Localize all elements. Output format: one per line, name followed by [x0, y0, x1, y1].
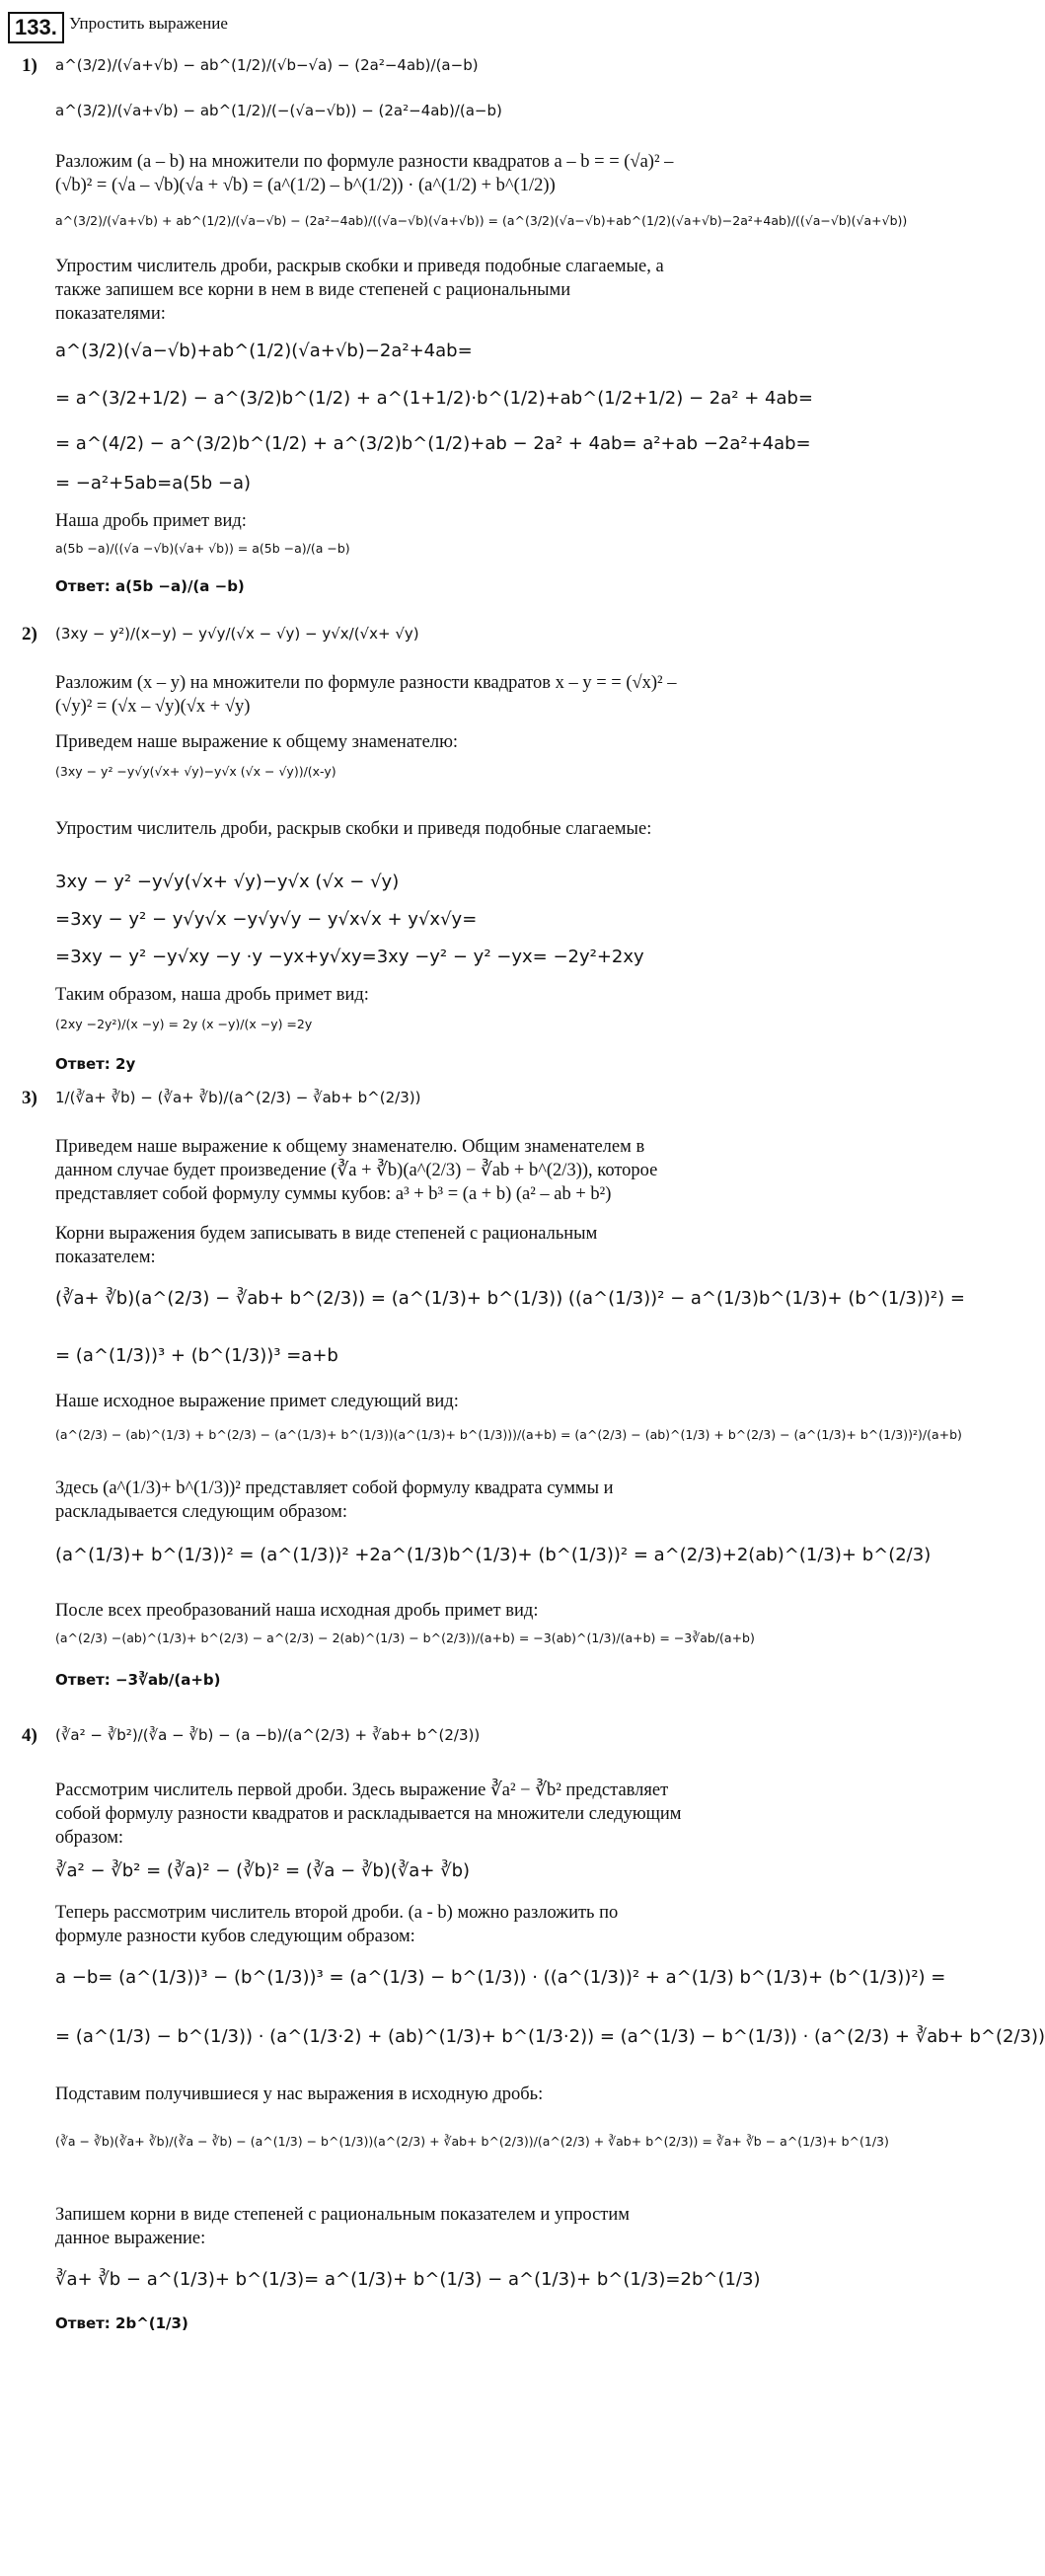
- math-expression: =3xy − y² −y√xy −y ·y −yx+y√xy=3xy −y² − y² −yx= −2y²+2xy: [55, 947, 644, 967]
- math-expression: a(5b −a)/((√a −√b)(√a+ √b)) = a(5b −a)/(a −b): [55, 541, 350, 556]
- math-expression: 3xy − y² −y√y(√x+ √y)−y√x (√x − √y): [55, 871, 400, 892]
- math-expression: a −b= (a^(1/3))³ − (b^(1/3))³ = (a^(1/3) − b^(1/3)) · ((a^(1/3))² + a^(1/3) b^(1/3)+ (b^(1/3))²) =: [55, 1967, 946, 1988]
- answer-line: Ответ: 2y: [55, 1055, 136, 1073]
- explanation-text: Приведем наше выражение к общему знаменателю. Общим знаменателем в данном случае будет произведение (∛a + ∛b)(a^(2/3) − ∛ab + b^(2/3)), которое представляет собой формулу суммы кубов: a³ + b³ = (a + b) (a² – ab + b²): [55, 1137, 658, 1204]
- math-expression: (∛a+ ∛b)(a^(2/3) − ∛ab+ b^(2/3)) = (a^(1/3)+ b^(1/3)) ((a^(1/3))² − a^(1/3)b^(1/3)+ (b^(1/3))²) =: [55, 1288, 965, 1309]
- math-expression: ∛a+ ∛b − a^(1/3)+ b^(1/3)= a^(1/3)+ b^(1/3) − a^(1/3)+ b^(1/3)=2b^(1/3): [55, 2269, 761, 2290]
- explanation-text: Здесь (a^(1/3)+ b^(1/3))² представляет собой формулу квадрата суммы и раскладывается следующим образом:: [55, 1478, 614, 1522]
- problem-title: Упростить выражение: [69, 14, 228, 33]
- explanation-text: Разложим (x – y) на множители по формуле разности квадратов x – y = = (√x)² – (√y)² = (√x – √y)(√x + √y): [55, 673, 677, 717]
- math-expression: = −a²+5ab=a(5b −a): [55, 473, 251, 493]
- math-expression: (a^(2/3) − (ab)^(1/3) + b^(2/3) − (a^(1/3)+ b^(1/3))(a^(1/3)+ b^(1/3)))/(a+b) = (a^(2/3) − (ab)^(1/3) + b^(2/3) − (a^(1/3)+ b^(1/3))²)/(a+b): [55, 1427, 962, 1442]
- math-expression: (∛a − ∛b)(∛a+ ∛b)/(∛a − ∛b) − (a^(1/3) − b^(1/3))(a^(2/3) + ∛ab+ b^(2/3))/(a^(2/3) + ∛ab+ b^(2/3)) = ∛a+ ∛b − a^(1/3)+ b^(1/3): [55, 2134, 889, 2149]
- math-expression: a^(3/2)/(√a+√b) + ab^(1/2)/(√a−√b) − (2a²−4ab)/((√a−√b)(√a+√b)) = (a^(3/2)(√a−√b)+ab^(1/2)(√a+√b)−2a²+4ab)/((√a−√b)(√a+√b)): [55, 213, 908, 228]
- math-expression: ∛a² − ∛b² = (∛a)² − (∛b)² = (∛a − ∛b)(∛a+ ∛b): [55, 1860, 471, 1881]
- explanation-text: Рассмотрим числитель первой дроби. Здесь выражение ∛a² − ∛b² представляет собой формулу разности квадратов и раскладывается на множители следующим образом:: [55, 1780, 682, 1848]
- explanation-text: Приведем наше выражение к общему знаменателю:: [55, 732, 459, 752]
- explanation-text: Упростим числитель дроби, раскрыв скобки и приведя подобные слагаемые:: [55, 819, 652, 839]
- problem-number: 133.: [8, 12, 64, 43]
- math-expression: a^(3/2)(√a−√b)+ab^(1/2)(√a+√b)−2a²+4ab=: [55, 341, 473, 361]
- part-label: 2): [22, 624, 37, 644]
- explanation-text: Корни выражения будем записывать в виде степеней с рациональным показателем:: [55, 1224, 598, 1267]
- math-expression: = a^(4/2) − a^(3/2)b^(1/2) + a^(3/2)b^(1/2)+ab − 2a² + 4ab= a²+ab −2a²+4ab=: [55, 433, 811, 454]
- part-label: 1): [22, 55, 37, 76]
- part-label: 3): [22, 1088, 37, 1108]
- math-expression: a^(3/2)/(√a+√b) − ab^(1/2)/(√b−√a) − (2a²−4ab)/(a−b): [55, 56, 479, 74]
- math-expression: (∛a² − ∛b²)/(∛a − ∛b) − (a −b)/(a^(2/3) + ∛ab+ b^(2/3)): [55, 1726, 481, 1744]
- math-expression: (a^(1/3)+ b^(1/3))² = (a^(1/3))² +2a^(1/3)b^(1/3)+ (b^(1/3))² = a^(2/3)+2(ab)^(1/3)+ b^(2/3): [55, 1545, 932, 1565]
- answer-line: Ответ: a(5b −a)/(a −b): [55, 577, 245, 595]
- explanation-text: Упростим числитель дроби, раскрыв скобки и приведя подобные слагаемые, а также запишем все корни в нем в виде степеней с рациональными показателями:: [55, 257, 664, 324]
- math-expression: (3xy − y² −y√y(√x+ √y)−y√x (√x − √y))/(x-y): [55, 764, 336, 779]
- explanation-text: Разложим (a – b) на множители по формуле разности квадратов a – b = = (√a)² – (√b)² = (√a – √b)(√a + √b) = (a^(1/2) – b^(1/2)) · (a^(1/2) + b^(1/2)): [55, 152, 674, 195]
- math-expression: (2xy −2y²)/(x −y) = 2y (x −y)/(x −y) =2y: [55, 1017, 313, 1031]
- math-expression: (a^(2/3) −(ab)^(1/3)+ b^(2/3) − a^(2/3) − 2(ab)^(1/3) − b^(2/3))/(a+b) = −3(ab)^(1/3)/(a+b) = −3∛ab/(a+b): [55, 1630, 755, 1645]
- part-label: 4): [22, 1725, 37, 1746]
- math-expression: (3xy − y²)/(x−y) − y√y/(√x − √y) − y√x/(√x+ √y): [55, 625, 419, 643]
- explanation-text: После всех преобразований наша исходная дробь примет вид:: [55, 1601, 539, 1621]
- math-expression: = (a^(1/3) − b^(1/3)) · (a^(1/3·2) + (ab)^(1/3)+ b^(1/3·2)) = (a^(1/3) − b^(1/3)) · (a^(2/3) + ∛ab+ b^(2/3)): [55, 2026, 1045, 2047]
- math-expression: 1/(∛a+ ∛b) − (∛a+ ∛b)/(a^(2/3) − ∛ab+ b^(2/3)): [55, 1089, 421, 1106]
- math-expression: =3xy − y² − y√y√x −y√y√y − y√x√x + y√x√y=: [55, 909, 478, 930]
- math-expression: = a^(3/2+1/2) − a^(3/2)b^(1/2) + a^(1+1/2)·b^(1/2)+ab^(1/2+1/2) − 2a² + 4ab=: [55, 388, 814, 409]
- math-expression: a^(3/2)/(√a+√b) − ab^(1/2)/(−(√a−√b)) − (2a²−4ab)/(a−b): [55, 102, 502, 119]
- explanation-text: Наше исходное выражение примет следующий вид:: [55, 1392, 459, 1411]
- explanation-text: Теперь рассмотрим числитель второй дроби. (a - b) можно разложить по формуле разности кубов следующим образом:: [55, 1903, 619, 1946]
- answer-line: Ответ: −3∛ab/(a+b): [55, 1671, 221, 1689]
- explanation-text: Подставим получившиеся у нас выражения в исходную дробь:: [55, 2084, 544, 2104]
- explanation-text: Запишем корни в виде степеней с рациональным показателем и упростим данное выражение:: [55, 2205, 630, 2248]
- answer-line: Ответ: 2b^(1/3): [55, 2314, 188, 2332]
- math-expression: = (a^(1/3))³ + (b^(1/3))³ =a+b: [55, 1345, 338, 1366]
- explanation-text: Таким образом, наша дробь примет вид:: [55, 985, 369, 1005]
- explanation-text: Наша дробь примет вид:: [55, 511, 247, 531]
